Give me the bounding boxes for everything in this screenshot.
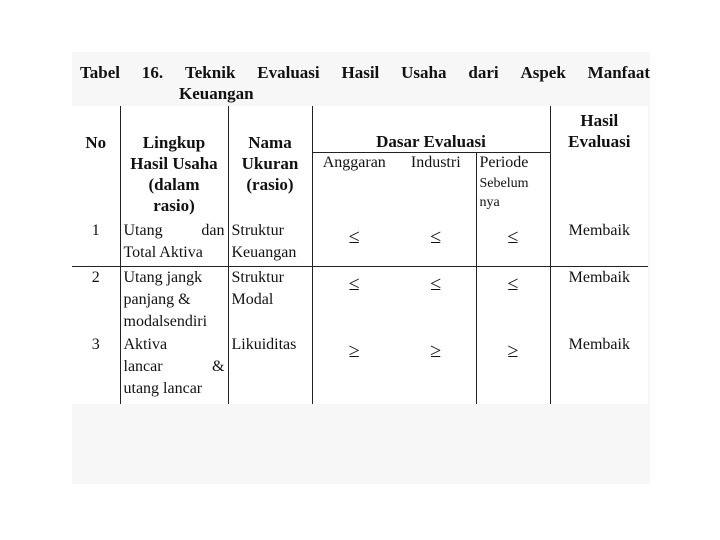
caption-word: Evaluasi: [257, 63, 320, 82]
header-hasil-line: Hasil: [580, 111, 619, 130]
caption-word: Teknik: [184, 63, 236, 82]
header-periode: [476, 152, 550, 220]
caption-word: Aspek: [520, 63, 566, 82]
anggaran-symbol: ≤: [312, 220, 396, 266]
header-lingkup-line: Hasil Usaha: [130, 154, 218, 173]
lingkup-line: lancar &: [123, 358, 225, 375]
lingkup-line: panjang &: [123, 290, 191, 308]
header-hasil-evaluasi: [550, 106, 648, 152]
header-periode-label: Periode: [479, 153, 529, 171]
header-lingkup-line: Lingkup: [142, 133, 206, 152]
caption-word: Tabel: [80, 63, 121, 82]
nama-line: Struktur: [231, 268, 284, 286]
lingkup-line: utang lancar: [123, 380, 203, 397]
industri-symbol: ≥: [430, 340, 442, 362]
caption-word: 16.: [141, 63, 164, 82]
caption-line-1: [80, 62, 650, 83]
caption-word: Usaha: [401, 63, 447, 82]
hasil-evaluasi-value: Membaik: [550, 266, 648, 334]
row-number: 3: [91, 336, 100, 353]
hasil-evaluasi-value: Membaik: [550, 220, 648, 266]
header-hasil-spacer: [550, 152, 648, 220]
lingkup-line: Utang jangk: [123, 268, 203, 286]
table-caption: [80, 62, 650, 104]
header-industri: Industri: [410, 153, 461, 171]
nama-line: Modal: [231, 290, 274, 308]
anggaran-symbol: ≥: [312, 334, 396, 404]
evaluation-table: [72, 106, 648, 404]
row-nama-ukuran: [228, 220, 312, 266]
nama-line: Likuiditas: [231, 336, 297, 353]
lingkup-line: modalsendiri: [123, 312, 208, 330]
header-anggaran: Anggaran: [312, 152, 396, 220]
header-sebelumnya-line: Sebelum: [479, 175, 529, 191]
caption-word: Hasil: [341, 63, 380, 82]
header-lingkup-line: rasio): [153, 196, 195, 215]
header-sebelumnya-line: nya: [479, 194, 500, 210]
caption-word: dari: [468, 63, 499, 82]
header-lingkup-line: (dalam: [148, 175, 200, 194]
header-dasar-evaluasi: Dasar Evaluasi: [312, 106, 550, 152]
row-lingkup: [120, 334, 228, 404]
periode-symbol: ≤: [476, 220, 550, 266]
row-lingkup: [120, 220, 228, 266]
header-nama-line: Nama: [248, 133, 292, 152]
caption-word: Manfaat: [587, 63, 650, 82]
row-lingkup: [120, 266, 228, 334]
row-nama-ukuran: [228, 266, 312, 334]
industri-symbol: ≤: [396, 266, 476, 334]
nama-line: Struktur: [231, 222, 284, 239]
header-nama-ukuran: [228, 106, 312, 220]
lingkup-line: Aktiva: [123, 336, 168, 353]
header-nama-line: (rasio): [246, 175, 294, 194]
lingkup-line: Utang dan: [123, 222, 225, 239]
lingkup-line: Total Aktiva: [123, 244, 203, 261]
caption-line-2: Keuangan: [179, 84, 254, 103]
row-number: 2: [72, 266, 120, 334]
anggaran-symbol: ≤: [312, 266, 396, 334]
industri-symbol: ≤: [430, 226, 442, 248]
header-nama-line: Ukuran: [241, 154, 299, 173]
periode-symbol: ≥: [476, 334, 550, 404]
periode-symbol: ≤: [476, 266, 550, 334]
header-no: No: [85, 133, 107, 152]
nama-line: Keuangan: [231, 244, 297, 261]
row-nama-ukuran: [228, 334, 312, 404]
header-lingkup: [120, 106, 228, 220]
hasil-evaluasi-value: Membaik: [550, 334, 648, 404]
row-number: 1: [91, 222, 100, 239]
header-hasil-line: Evaluasi: [568, 132, 631, 151]
